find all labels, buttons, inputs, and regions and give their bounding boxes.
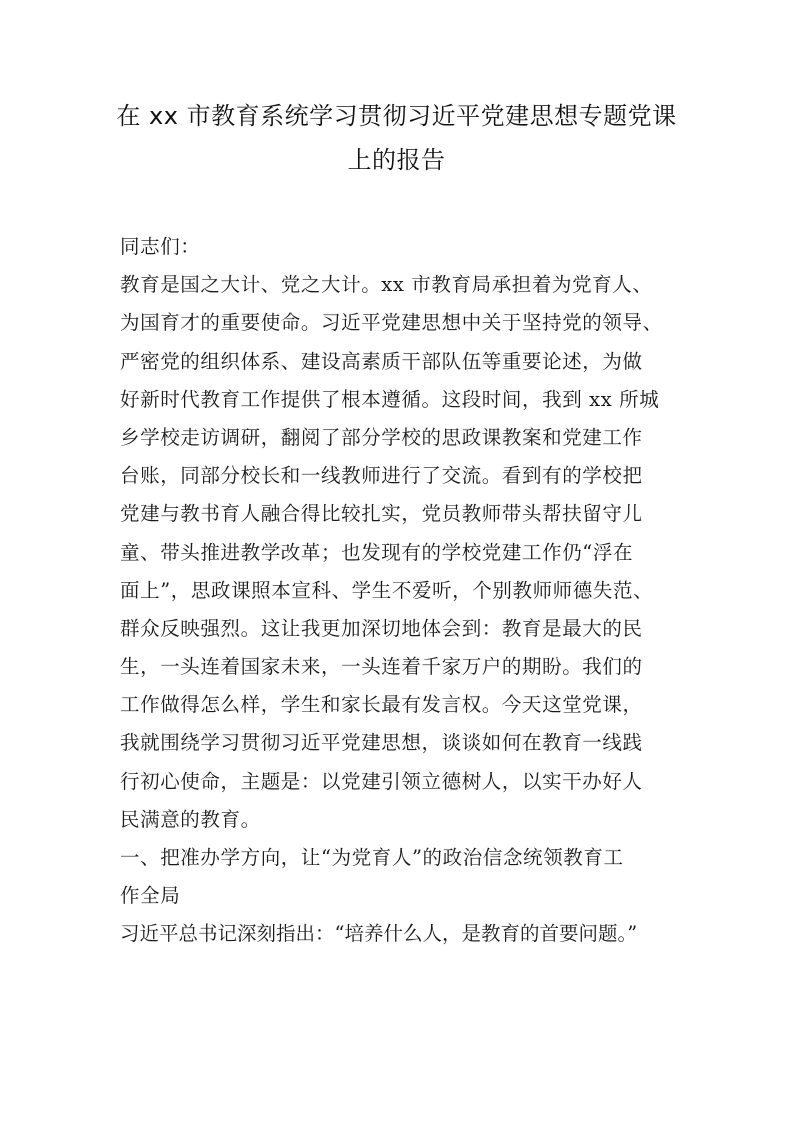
body-line: 严密党的组织体系、建设高素质干部队伍等重要论述，为做	[120, 349, 643, 373]
body-line: 台账，同部分校长和一线教师进行了交流。看到有的学校把	[120, 464, 643, 488]
section-heading-line: 作全局	[120, 884, 181, 908]
salutation: 同志们：	[120, 235, 201, 258]
body-line: 童、带头推进教学改革；也发现有的学校党建工作仍“浮在	[120, 540, 634, 564]
section-heading-line: 一、把准办学方向，让“为党育人”的政治信念统领教育工	[120, 846, 624, 869]
body-line: 教育是国之大计、党之大计。xx 市教育局承担着为党育人、	[120, 273, 653, 297]
body-line: 为国育才的重要使命。习近平党建思想中关于坚持党的领导、	[120, 311, 663, 335]
body-line: 工作做得怎么样，学生和家长最有发言权。今天这堂党课，	[120, 693, 643, 717]
body-line: 群众反映强烈。这让我更加深切地体会到：教育是最大的民	[120, 616, 643, 640]
body-line: 行初心使命，主题是：以党建引领立德树人，以实干办好人	[120, 769, 643, 793]
document-body	[120, 228, 680, 954]
body-line: 习近平总书记深刻指出：“培养什么人，是教育的首要问题。”	[120, 922, 638, 946]
document-title-line-1: 在 xx 市教育系统学习贯彻习近平党建思想专题党课	[116, 102, 677, 130]
body-line: 我就围绕学习贯彻习近平党建思想，谈谈如何在教育一线践	[120, 731, 643, 755]
body-line: 民满意的教育。	[120, 807, 261, 831]
body-line: 乡学校走访调研，翻阅了部分学校的思政课教案和党建工作	[120, 425, 643, 449]
body-line: 生，一头连着国家未来，一头连着千家万户的期盼。我们的	[120, 655, 643, 679]
body-line: 面上”，思政课照本宣科、学生不爱听，个别教师师德失范、	[120, 578, 654, 602]
body-line: 好新时代教育工作提供了根本遵循。这段时间，我到 xx 所城	[120, 387, 660, 411]
body-line: 党建与教书育人融合得比较扎实，党员教师带头帮扶留守儿	[120, 502, 643, 526]
document-title-line-2: 上的报告	[347, 146, 446, 174]
